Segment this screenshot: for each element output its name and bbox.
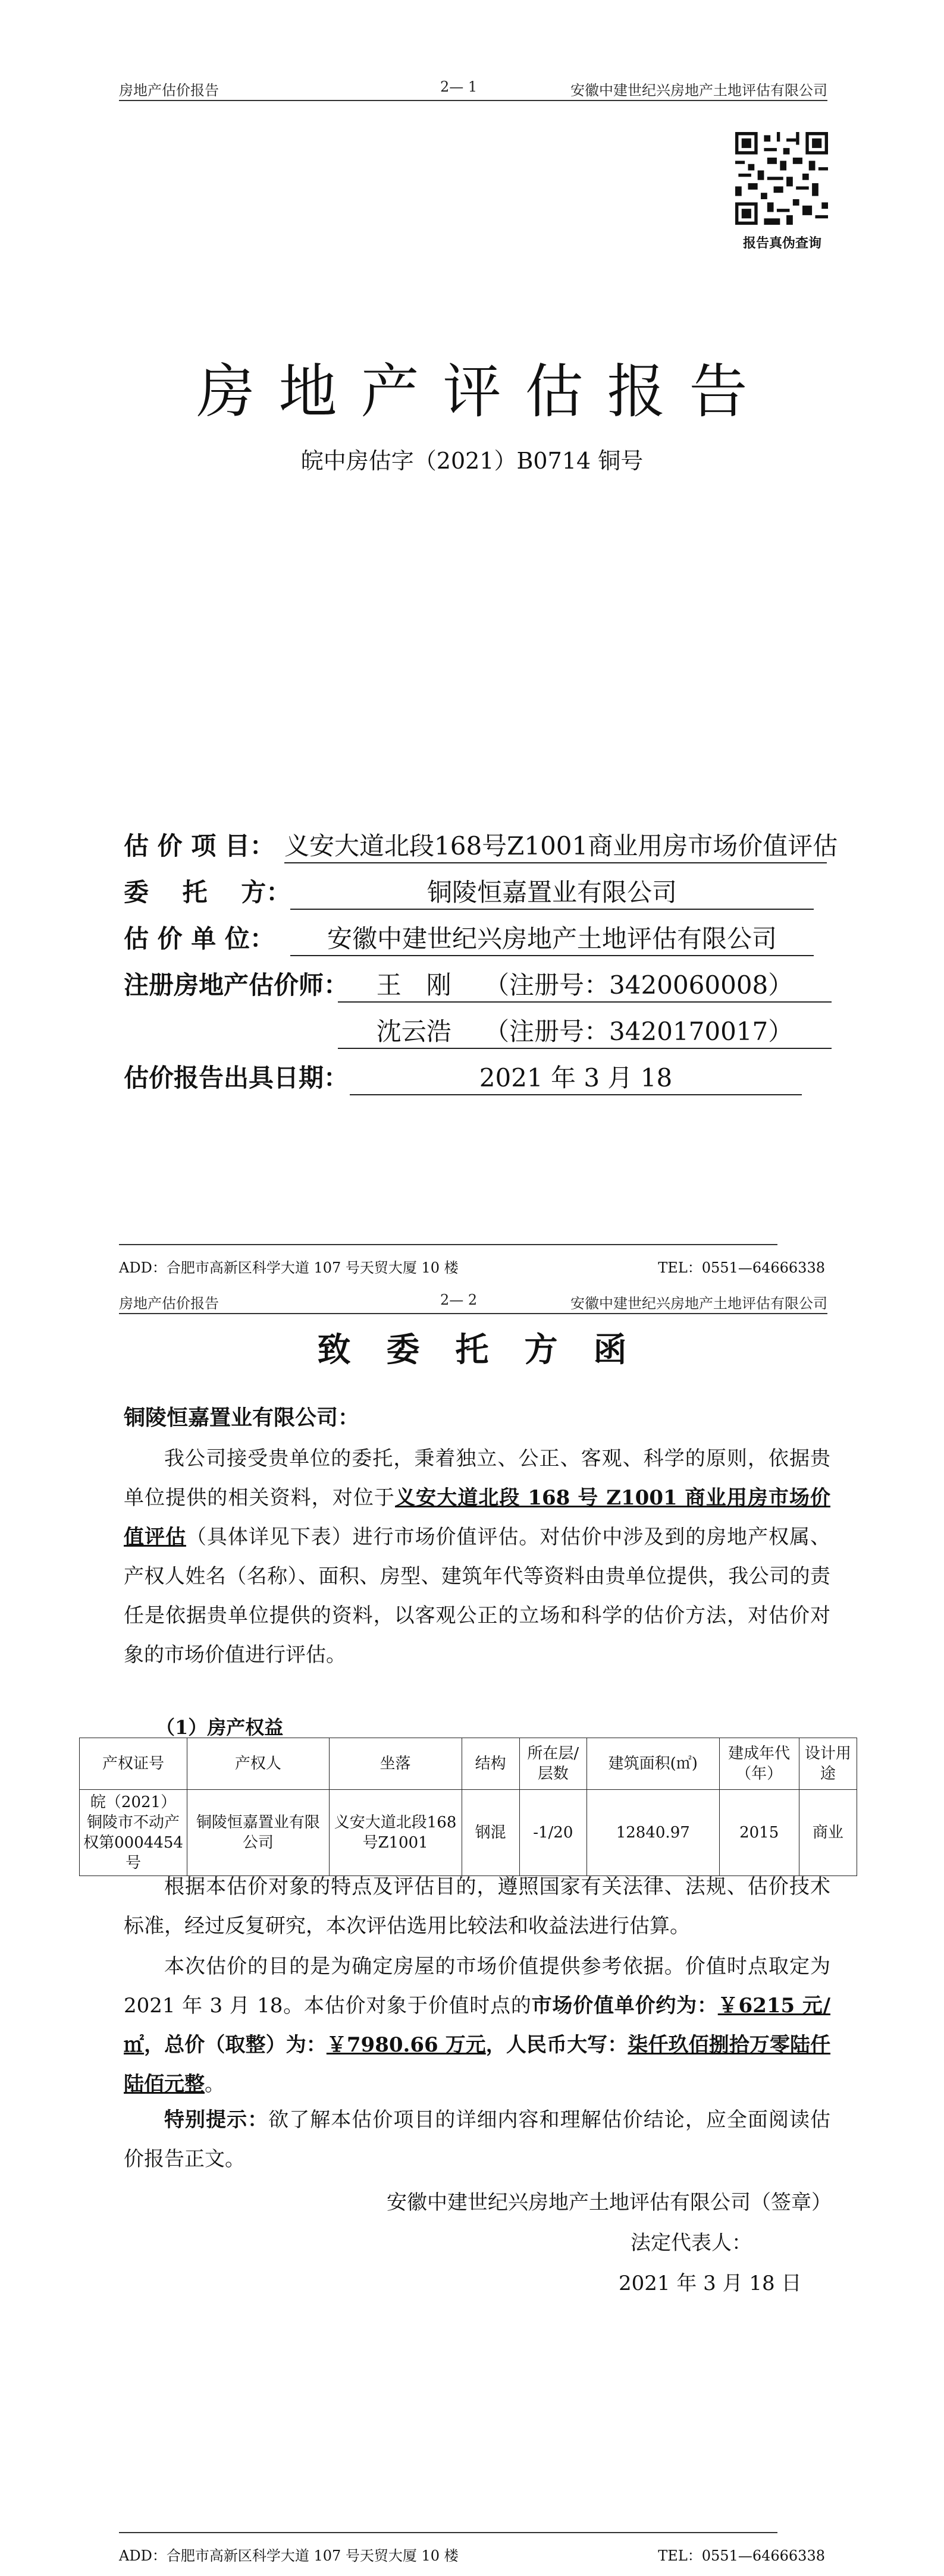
qr-code-icon[interactable]	[735, 132, 828, 225]
header-page-number: 2— 1	[440, 78, 478, 95]
footer-address: ADD：合肥市高新区科学大道 107 号天贸大厦 10 楼	[119, 1259, 459, 1276]
document-number: 皖中房估字（2021）B0714 铜号	[300, 448, 644, 474]
paragraph-intro	[124, 1439, 830, 1675]
field-appraiser-1-value: 王 刚 （注册号：3420060008）	[338, 966, 832, 1003]
field-appraiser-unit-value: 安徽中建世纪兴房地产土地评估有限公司	[290, 919, 814, 956]
total-price: ￥7980.66 万元	[326, 2033, 486, 2057]
intro-text-a: 我公司接受贵单位的委托，秉着独立、公正、客观、科学的原则，依据贵单位提供的相关资料，对位于	[124, 1447, 830, 1510]
value-text-end: 。	[205, 2072, 225, 2096]
col-owner: 产权人	[187, 1738, 330, 1790]
table-caption: （1）房产权益	[156, 1716, 284, 1739]
intro-text-b: （具体详见下表）进行市场价值评估。对估价中涉及到的房地产权属、产权人姓名（名称）、面积、房型、建筑年代等资料由贵单位提供，我公司的责任是依据贵单位提供的资料，以客观公正的立场和科学的估价方法，对估价对象的市场价值进行评估。	[124, 1525, 831, 1667]
legal-representative: 法定代表人：	[631, 2231, 752, 2255]
col-location: 坐落	[329, 1738, 462, 1790]
cell-usage: 商业	[799, 1790, 857, 1876]
paragraph-value	[124, 1947, 830, 2104]
cell-build-year: 2015	[719, 1790, 799, 1876]
page-footer	[119, 1244, 825, 1276]
cell-owner: 铜陵恒嘉置业有限公司	[187, 1790, 330, 1876]
field-project-label: 估 价 项 目：	[124, 831, 275, 860]
cell-area: 12840.97	[587, 1790, 719, 1876]
value-text-a: 本次估价的目的是为确定房屋的市场价值提供参考依据。价值时点取定为 2021 年 3 月 18。本估价对象于价值时点的	[124, 1955, 830, 2018]
field-client-label: 委 托 方：	[124, 878, 291, 907]
total-price-label: ，总价（取整）为：	[144, 2033, 327, 2057]
cell-location: 义安大道北段168号Z1001	[329, 1790, 462, 1876]
footer-tel: TEL：0551—64666338	[658, 2547, 825, 2564]
qr-caption: 报告真伪查询	[742, 235, 821, 251]
header-company: 安徽中建世纪兴房地产土地评估有限公司	[570, 82, 827, 99]
paragraph-note	[124, 2100, 830, 2179]
field-appraisers-label: 注册房地产估价师：	[124, 970, 349, 1000]
salutation: 铜陵恒嘉置业有限公司：	[124, 1405, 360, 1430]
upper-price-label: ，人民币大写：	[485, 2033, 628, 2057]
cell-cert-number: 皖（2021）铜陵市不动产权第0004454号	[80, 1790, 187, 1876]
footer-address: ADD：合肥市高新区科学大道 107 号天贸大厦 10 楼	[119, 2547, 459, 2564]
field-appraiser-unit-label: 估 价 单 位：	[124, 924, 275, 953]
footer-rule	[119, 2532, 777, 2533]
signer-company: 安徽中建世纪兴房地产土地评估有限公司（签章）	[387, 2191, 832, 2214]
page-header	[119, 1289, 827, 1314]
note-text: 欲了解本估价项目的详细内容和理解估价结论，应全面阅读估价报告正文。	[124, 2108, 831, 2171]
cell-floor: -1/20	[519, 1790, 587, 1876]
header-page-number: 2— 2	[440, 1292, 478, 1308]
page-footer	[119, 2532, 825, 2564]
field-project-value: 义安大道北段168号Z1001商业用房市场价值评估	[284, 827, 827, 863]
footer-rule	[119, 1244, 777, 1245]
header-company: 安徽中建世纪兴房地产土地评估有限公司	[570, 1295, 827, 1312]
header-left: 房地产估价报告	[119, 82, 219, 99]
total-price-upper: 柒仟玖佰捌拾万零陆仟陆佰元整	[124, 2033, 831, 2096]
col-cert-number: 产权证号	[80, 1738, 187, 1790]
footer-tel: TEL：0551—64666338	[658, 1259, 825, 1276]
col-floor: 所在层/层数	[519, 1738, 587, 1790]
col-build-year: 建成年代（年）	[719, 1738, 799, 1790]
table-header-row	[80, 1738, 857, 1790]
col-area: 建筑面积(㎡)	[587, 1738, 719, 1790]
header-left: 房地产估价报告	[119, 1295, 219, 1312]
sign-date: 2021 年 3 月 18 日	[619, 2272, 802, 2295]
field-issue-date-label: 估价报告出具日期：	[124, 1063, 349, 1092]
col-usage: 设计用途	[799, 1738, 857, 1790]
letter-page	[0, 1288, 944, 2576]
table-row	[80, 1790, 857, 1876]
cell-structure: 钢混	[462, 1790, 519, 1876]
unit-price: ￥6215 元/㎡	[124, 1994, 831, 2057]
unit-price-label: 市场价值单价约为：	[531, 1994, 718, 2018]
field-client-value: 铜陵恒嘉置业有限公司	[290, 873, 814, 910]
field-issue-date-value: 2021 年 3 月 18	[350, 1058, 802, 1095]
field-appraiser-2-value: 沈云浩 （注册号：3420170017）	[338, 1012, 832, 1049]
report-title: 房地产评估报告	[196, 358, 771, 426]
property-rights-table	[79, 1738, 857, 1876]
page-header	[119, 76, 827, 101]
note-label: 特别提示：	[164, 2108, 269, 2132]
col-structure: 结构	[462, 1738, 519, 1790]
intro-project-name: 义安大道北段 168 号 Z1001 商业用房市场价值评估	[124, 1486, 830, 1549]
letter-title: 致委托方函	[317, 1330, 663, 1369]
paragraph-method: 根据本估价对象的特点及评估目的，遵照国家有关法律、法规、估价技术标准，经过反复研究，本次评估选用比较法和收益法进行估算。	[124, 1875, 830, 1938]
